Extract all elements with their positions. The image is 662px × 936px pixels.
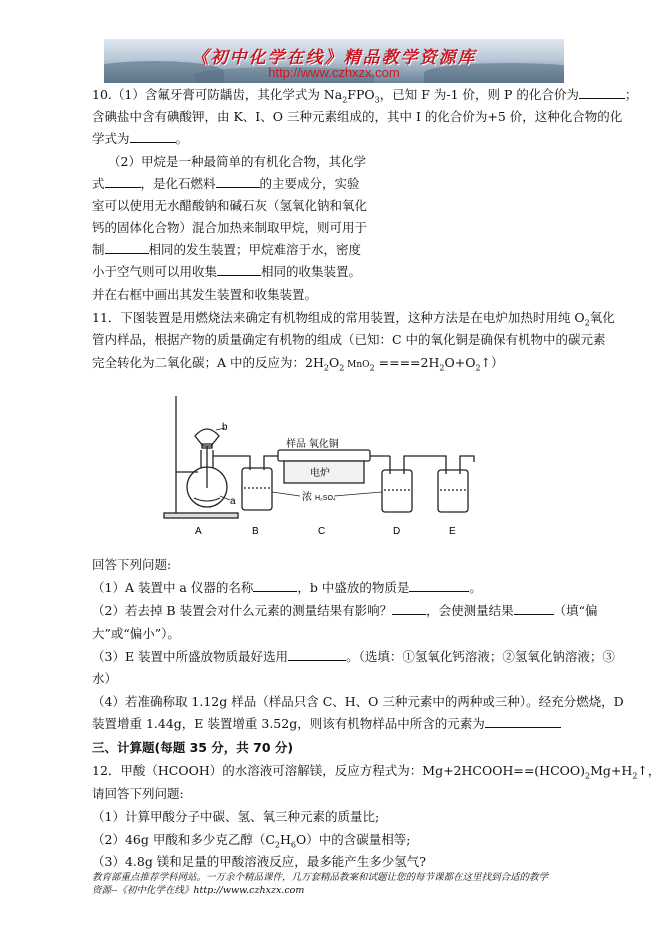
banner-title: 《初中化学在线》精品教学资源库	[191, 48, 477, 68]
stand-base	[164, 513, 238, 518]
answer-blank[interactable]	[579, 86, 625, 99]
q12-line2: 请回答下列问题:	[92, 786, 184, 801]
q11-sub2-cont: 大”或“偏小”）。	[92, 626, 180, 641]
q10-part2-line4: 钙的固体化合物）混合加热来制取甲烷，则可用于	[92, 220, 368, 235]
q10-line2: 含碘盐中含有碘酸钾，由 K、I、O 三种元素组成的，其中 I 的化合价为+5 价，这种化合物的化	[92, 109, 623, 124]
q12-line1: 12．甲酸（HCOOH）的水溶液可溶解镁，反应方程式为：$Mg+2HCOOH==(HCOO)_2Mg+H_2↑$，	[92, 763, 661, 781]
letter-d: D	[393, 526, 401, 537]
q11-line3: 完全转化为二氧化碳；A 中的反应为：$2H_2O_2$ $MnO_2 ====2H_2O+O_2↑$）	[92, 355, 504, 373]
q11-sub2: （2）若去掉 B 装置会对什么元素的测量结果有影响？ ，会使测量结果 （填“偏	[92, 603, 598, 618]
bottle-d	[382, 470, 412, 512]
q10-part2-line2: 式 ，是化石燃料 的主要成分，实验	[92, 176, 360, 191]
answer-blank[interactable]	[409, 579, 469, 592]
q10-line3: 学式为 。	[92, 131, 189, 146]
label-b: b	[222, 422, 228, 433]
q11-sub4-cont: 装置增重 1.44g，E 装置增重 3.52g，则该有机物样品中所含的元素为	[92, 715, 561, 733]
label-h2so4: H₂SO₄	[315, 495, 336, 502]
answer-blank[interactable]	[130, 130, 176, 143]
answer-blank[interactable]	[253, 579, 297, 592]
q10-part2-line7: 并在右框中画出其发生装置和收集装置。	[92, 287, 318, 302]
section3-title: 三、计算题(每题 35 分，共 70 分)	[92, 740, 294, 755]
label-furnace: 电炉	[310, 468, 330, 479]
answer-blank[interactable]	[288, 648, 346, 661]
q12-sub3: （3）4.8g 镁和足量的甲酸溶液反应，最多能产生多少氢气?	[92, 854, 427, 869]
answer-blank[interactable]	[392, 602, 426, 615]
q10-part2-line6: 小于空气则可以用收集 相同的收集装置。	[92, 264, 362, 279]
bottle-e	[438, 470, 468, 512]
q10-part2-line5: 制 相同的发生装置；甲烷难溶于水，密度	[92, 242, 362, 257]
answer-blank[interactable]	[485, 715, 561, 728]
banner-url[interactable]: http://www.czhxzx.com	[268, 65, 400, 80]
apparatus-diagram	[150, 392, 490, 540]
q11-sub3: （3）E 装置中所盛放物质最好选用 。（选填：①氢氧化钙溶液；②氢氧化钠溶液；③	[92, 649, 615, 664]
header-banner	[104, 39, 564, 83]
footer-line1: 教育部重点推荐学科网站。一万余个精品课件，几万套精品教案和试题让您的每节课都在这里找到合适的教学	[92, 872, 549, 883]
q10-part2-line3: 室可以使用无水醋酸钠和碱石灰（氢氧化钠和氧化	[92, 198, 368, 213]
bottle-b	[242, 468, 272, 510]
q11-sub1: （1）A 装置中 a 仪器的名称 ，b 中盛放的物质是 。	[92, 580, 482, 595]
q11-line1: 11．下图装置是用燃烧法来确定有机物组成的常用装置，这种方法是在电炉加热时用纯 $O_2$氧化	[92, 310, 615, 328]
answer-blank[interactable]	[105, 241, 149, 254]
q11-sub4: （4）若准确称取 1.12g 样品（样品只含 C、H、O 三种元素中的两种或三种）。经充分燃烧，D	[92, 694, 624, 709]
q10-line1: 10.（1）含氟牙膏可防龋齿，其化学式为 $Na_2FPO_3$，已知 F 为-1 价，则 P 的化合价为 ；	[92, 87, 638, 105]
label-conc: 浓	[302, 492, 312, 503]
letter-b: B	[252, 526, 259, 537]
letter-a: A	[195, 526, 202, 537]
q12-sub1: （1）计算甲酸分子中碳、氢、氧三种元素的质量比;	[92, 809, 380, 824]
answer-blank[interactable]	[514, 602, 554, 615]
q11-line2: 管内样品，根据产物的质量确定有机物的组成（已知：C 中的氧化铜是确保有机物中的碳元素	[92, 332, 606, 347]
answer-blank[interactable]	[217, 263, 261, 276]
q11-ask: 回答下列问题:	[92, 557, 172, 572]
q10-part2-line1: （2）甲烷是一种最简单的有机化合物，其化学	[108, 154, 366, 169]
footer-line2: 资源--《初中化学在线》http://www.czhxzx.com	[92, 885, 305, 896]
answer-blank[interactable]	[216, 175, 260, 188]
letter-c: C	[318, 526, 326, 537]
combustion-tube	[278, 450, 370, 461]
letter-e: E	[449, 526, 456, 537]
label-a: a	[230, 496, 236, 507]
q11-sub3-cont: 水）	[92, 671, 118, 686]
label-sample-cuo: 样品 氧化铜	[286, 439, 339, 450]
answer-blank[interactable]	[105, 175, 141, 188]
q12-sub2: （2）46g 甲酸和多少克乙醇$(C_2H_6O)$中的含碳量相等;	[92, 832, 411, 850]
